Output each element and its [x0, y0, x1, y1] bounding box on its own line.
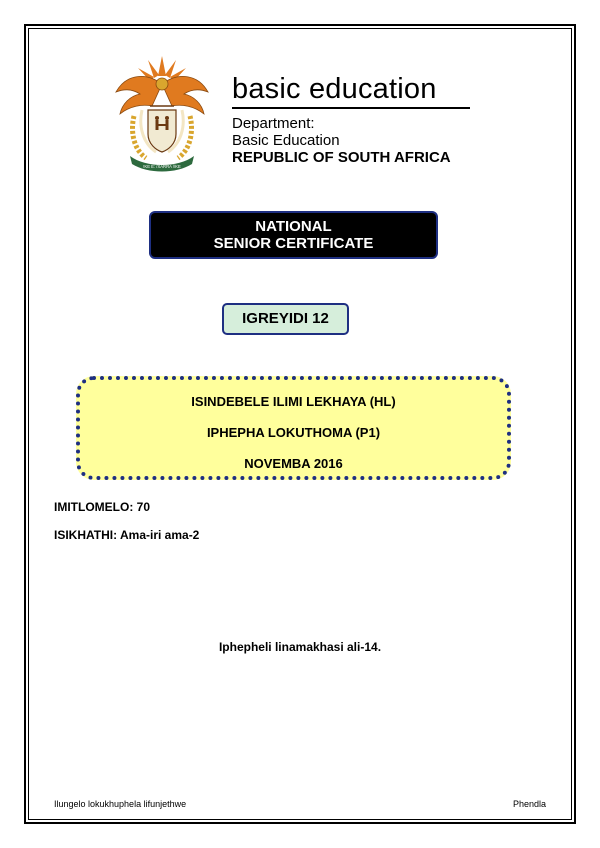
certificate-line-1: NATIONAL [255, 218, 332, 235]
coat-of-arms-logo [112, 54, 212, 174]
certificate-banner [149, 211, 438, 259]
motto-text: !KE E: /XARRA //KE [143, 164, 181, 169]
turn-over-note: Phendla [512, 799, 546, 809]
subject-name: ISINDEBELE ILIMI LEKHAYA (HL) [191, 394, 396, 409]
paper-name: IPHEPHA LOKUTHOMA (P1) [206, 425, 381, 440]
total-marks: IMITLOMELO: 70 [54, 500, 150, 514]
left-wing [116, 76, 162, 114]
department-name: Basic Education [232, 132, 340, 149]
subject-panel [76, 376, 511, 480]
department-header [232, 72, 472, 166]
shield [148, 110, 176, 152]
brand-underline [232, 107, 470, 109]
right-wing [162, 76, 208, 114]
certificate-line-2: SENIOR CERTIFICATE [213, 235, 374, 252]
copyright-notice: Ilungelo lokukhuphela lifunjethwe [54, 799, 187, 809]
exam-duration: ISIKHATHI: Ama-iri ama-2 [54, 528, 200, 542]
brand-name: basic education [232, 73, 437, 105]
department-label: Department: [232, 115, 315, 132]
bird-head [156, 78, 168, 90]
grade-badge: IGREYIDI 12 [222, 303, 349, 335]
page-count-note: Iphepheli linamakhasi ali-14. [218, 640, 382, 654]
exam-date: NOVEMBA 2016 [244, 456, 343, 471]
country-name: REPUBLIC OF SOUTH AFRICA [232, 149, 451, 166]
